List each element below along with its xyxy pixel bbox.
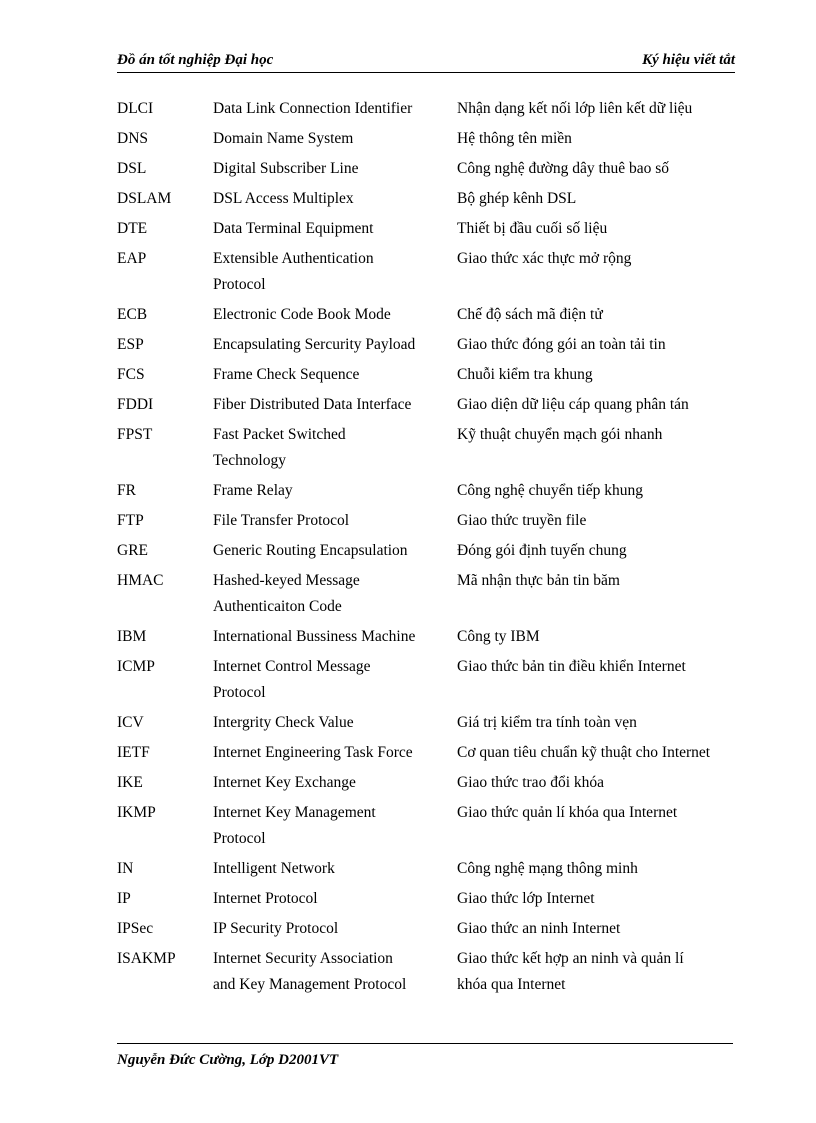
table-row [117, 478, 747, 508]
header-section-title: Ký hiệu viết tắt [642, 52, 735, 68]
cell-abbr: FCS [117, 366, 145, 383]
cell-abbr: FDDI [117, 396, 154, 413]
cell-abbr: ECB [117, 306, 148, 323]
cell-vietnamese: Công ty IBM [457, 628, 540, 645]
table-row [117, 126, 747, 156]
cell-abbr: HMAC [117, 572, 164, 589]
cell-abbr: GRE [117, 542, 148, 559]
table-row [117, 96, 747, 126]
cell-english: Domain Name System [213, 130, 354, 147]
header-document-title: Đồ án tốt nghiệp Đại học [117, 52, 274, 68]
table-row [117, 624, 747, 654]
table-row [117, 332, 747, 362]
cell-vietnamese: Cơ quan tiêu chuẩn kỹ thuật cho Internet [457, 744, 711, 761]
cell-abbr: ESP [117, 336, 144, 353]
cell-english: Fiber Distributed Data Interface [213, 396, 412, 413]
cell-vietnamese: Thiết bị đầu cuối số liệu [457, 220, 608, 237]
cell-vietnamese: Đóng gói định tuyến chung [457, 542, 627, 559]
cell-english: Internet Protocol [213, 890, 318, 907]
cell-english: Electronic Code Book Mode [213, 306, 391, 323]
cell-english: Digital Subscriber Line [213, 160, 359, 177]
cell-abbr: ICV [117, 714, 144, 731]
cell-vietnamese: Công nghệ chuyển tiếp khung [457, 482, 643, 499]
cell-abbr: ICMP [117, 658, 155, 675]
cell-english: Internet Key Exchange [213, 774, 356, 791]
cell-vietnamese: Giá trị kiểm tra tính toàn vẹn [457, 714, 637, 731]
cell-abbr: DLCI [117, 100, 154, 117]
table-row [117, 186, 747, 216]
cell-english: Data Link Connection Identifier [213, 100, 413, 117]
footer-author: Nguyễn Đức Cường, Lớp D2001VT [117, 1052, 339, 1068]
page-header [117, 52, 735, 73]
cell-abbr: FPST [117, 426, 153, 443]
footer-divider [117, 1043, 733, 1044]
cell-english: Frame Check Sequence [213, 366, 360, 383]
cell-vietnamese: Giao diện dữ liệu cáp quang phân tán [457, 396, 689, 413]
cell-english: Frame Relay [213, 482, 293, 499]
table-row [117, 886, 747, 916]
cell-abbr: IKE [117, 774, 143, 791]
table-row [117, 538, 747, 568]
cell-vietnamese: Giao thức truyền file [457, 512, 587, 529]
table-row [117, 246, 747, 302]
cell-english: Generic Routing Encapsulation [213, 542, 408, 559]
table-row [117, 770, 747, 800]
cell-english: Intergrity Check Value [213, 714, 354, 731]
cell-abbr: FTP [117, 512, 144, 529]
cell-abbr: IBM [117, 628, 147, 645]
table-row [117, 946, 747, 1002]
table-row [117, 362, 747, 392]
table-row [117, 508, 747, 538]
cell-vietnamese: Nhận dạng kết nối lớp liên kết dữ liệu [457, 100, 693, 117]
cell-vietnamese: Giao thức lớp Internet [457, 890, 595, 907]
cell-vietnamese: Công nghệ đường dây thuê bao số [457, 160, 670, 177]
cell-abbr: IPSec [117, 920, 154, 937]
cell-english: Internet Key Management Protocol [213, 804, 376, 847]
cell-english: Internet Engineering Task Force [213, 744, 413, 761]
cell-english: Fast Packet Switched Technology [213, 426, 346, 469]
table-row [117, 800, 747, 856]
cell-vietnamese: Giao thức an ninh Internet [457, 920, 621, 937]
table-row [117, 916, 747, 946]
cell-abbr: ISAKMP [117, 950, 176, 967]
cell-vietnamese: Giao thức trao đổi khóa [457, 774, 605, 791]
cell-abbr: FR [117, 482, 136, 499]
table-row [117, 654, 747, 710]
cell-english: File Transfer Protocol [213, 512, 350, 529]
cell-vietnamese: Giao thức kết hợp an ninh và quản lí khóa qua Internet [457, 950, 684, 993]
cell-english: IP Security Protocol [213, 920, 339, 937]
cell-english: Internet Security Association and Key Management Protocol [213, 950, 407, 993]
cell-abbr: DTE [117, 220, 148, 237]
table-row [117, 156, 747, 186]
cell-english: Data Terminal Equipment [213, 220, 374, 237]
cell-english: Hashed-keyed Message Authenticaiton Code [213, 572, 360, 615]
cell-abbr: IN [117, 860, 134, 877]
cell-abbr: DNS [117, 130, 149, 147]
cell-vietnamese: Hệ thông tên miền [457, 130, 572, 147]
cell-vietnamese: Chế độ sách mã điện tử [457, 306, 603, 323]
table-row [117, 422, 747, 478]
table-row [117, 710, 747, 740]
cell-english: Internet Control Message Protocol [213, 658, 371, 701]
cell-abbr: EAP [117, 250, 147, 267]
table-row [117, 740, 747, 770]
table-row [117, 856, 747, 886]
table-row [117, 392, 747, 422]
cell-abbr: DSL [117, 160, 147, 177]
cell-english: International Bussiness Machine [213, 628, 416, 645]
cell-vietnamese: Giao thức xác thực mở rộng [457, 250, 632, 267]
table-row [117, 302, 747, 332]
cell-vietnamese: Giao thức bản tin điều khiển Internet [457, 658, 686, 675]
cell-abbr: DSLAM [117, 190, 172, 207]
cell-vietnamese: Giao thức đóng gói an toàn tải tin [457, 336, 666, 353]
cell-vietnamese: Giao thức quản lí khóa qua Internet [457, 804, 678, 821]
cell-abbr: IP [117, 890, 131, 907]
cell-vietnamese: Mã nhận thực bản tin băm [457, 572, 620, 589]
cell-vietnamese: Chuỗi kiểm tra khung [457, 366, 593, 383]
cell-english: DSL Access Multiplex [213, 190, 354, 207]
cell-english: Extensible Authentication Protocol [213, 250, 374, 293]
cell-vietnamese: Bộ ghép kênh DSL [457, 190, 577, 207]
cell-vietnamese: Công nghệ mạng thông minh [457, 860, 638, 877]
table-row [117, 568, 747, 624]
table-row [117, 216, 747, 246]
abbreviation-table [117, 96, 747, 1002]
cell-abbr: IKMP [117, 804, 156, 821]
cell-abbr: IETF [117, 744, 150, 761]
cell-english: Encapsulating Sercurity Payload [213, 336, 416, 353]
cell-english: Intelligent Network [213, 860, 335, 877]
cell-vietnamese: Kỹ thuật chuyển mạch gói nhanh [457, 426, 663, 443]
